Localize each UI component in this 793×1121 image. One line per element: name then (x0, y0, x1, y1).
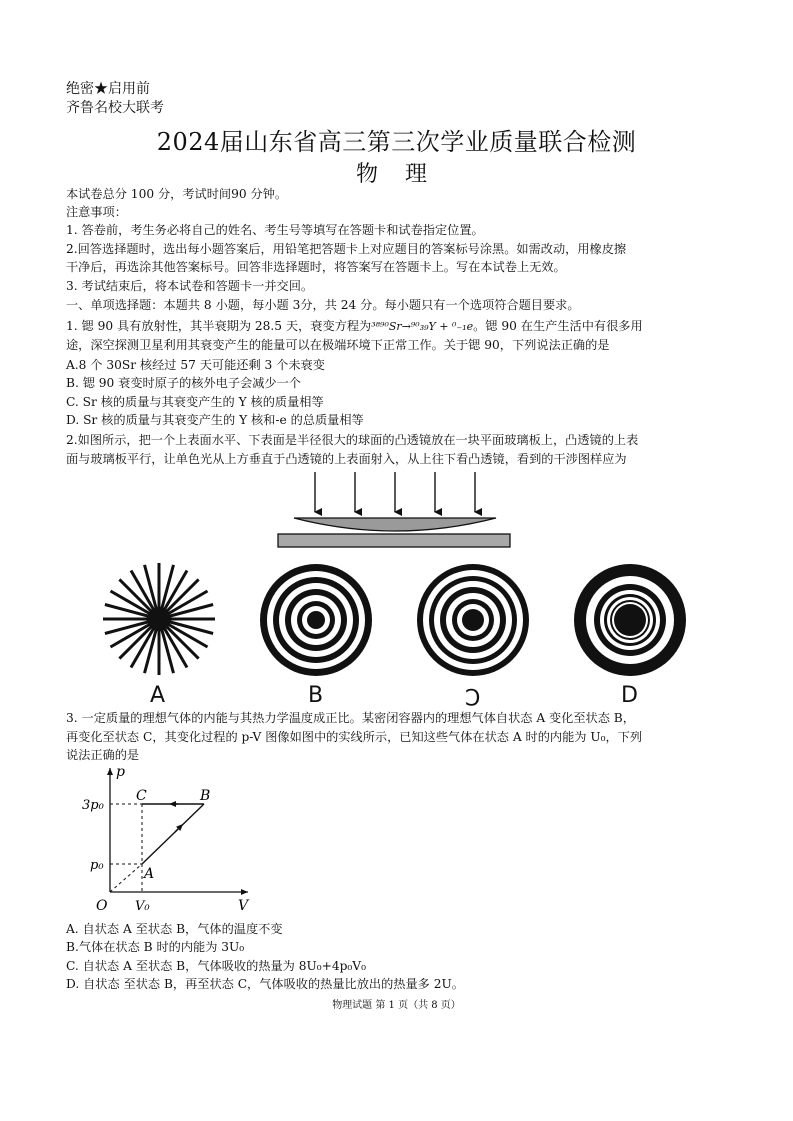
light-ray-arrows (315, 472, 475, 512)
pattern-a-starburst (103, 563, 215, 675)
subject-title: 物 理 (356, 162, 437, 187)
section-heading: 一、单项选择题：本题共 8 小题，每小题 3分，共 24 分。每小题只有一个选项符合题目要求。 (66, 298, 580, 312)
origin-label: O (96, 898, 108, 914)
pattern-label-d: D (621, 683, 638, 708)
pattern-b-rings (260, 564, 372, 676)
q1-stem-b: 。锶 90 在生产生活中有很多用 (473, 319, 643, 333)
pattern-c-rings (417, 564, 529, 676)
pattern-d-rings (574, 564, 686, 676)
q1-option-d: D. Sr 核的质量与其衰变产生的 Y 核和-e 的总质量相等 (66, 413, 364, 427)
pattern-label-b: B (308, 683, 324, 708)
note-item-2-cont: 干净后，再选涂其他答案标号。回答非选择题时，将答案写在答题卡上。写在本试卷上无效。 (66, 260, 566, 274)
lens-apparatus-figure (270, 468, 520, 553)
convex-lens (294, 518, 496, 531)
page-title: 2024届山东省高三第三次学业质量联合检测 (156, 128, 637, 156)
p-tick-3p0: 3p₀ (82, 798, 104, 813)
q1-stem-line1 (66, 317, 643, 336)
q1-option-c: C. Sr 核的质量与其衰变产生的 Y 核的质量相等 (66, 395, 324, 409)
glass-plate (278, 534, 510, 547)
pattern-label-c: C (465, 683, 481, 708)
exam-union: 齐鲁名校大联考 (66, 100, 164, 116)
q2-stem-line2: 面与玻璃板平行，让单色光从上方垂直于凸透镜的上表面射入，从上往下看凸透镜，看到的干涉图样应为 (66, 452, 627, 466)
notes-heading: 注意事项： (66, 205, 127, 219)
q3-option-c: C. 自状态 A 至状态 B，气体吸收的热量为 8U₀+4p₀V₀ (66, 959, 366, 973)
secret-mark: 绝密★启用前 (66, 81, 150, 97)
q3-stem-line3: 说法正确的是 (66, 748, 140, 762)
q3-option-b: B.气体在状态 B 时的内能为 3U₀ (66, 940, 245, 954)
point-c-label: C (136, 788, 147, 804)
q3-option-d: D. 自状态 至状态 B，再至状态 C，气体吸收的热量比放出的热量多 2U。 (66, 977, 464, 991)
score-line: 本试卷总分 100 分，考试时间90 分钟。 (66, 187, 288, 201)
q1-option-b: B. 锶 90 衰变时原子的核外电子会减少一个 (66, 376, 301, 390)
q3-stem-line2: 再变化至状态 C，其变化过程的 p-V 图像如图中的实线所示，已知这些气体在状态 A 时的内能为 U₀，下列 (66, 730, 643, 744)
q3-stem-line1: 3. 一定质量的理想气体的内能与其热力学温度成正比。某密闭容器内的理想气体自状态 A 变化至状态 B， (66, 711, 635, 725)
point-a-label: A (144, 866, 155, 882)
q1-equation: ³⁸⁹⁰Sr→⁹⁰₃₉Y + ⁰₋₁e (371, 320, 474, 333)
note-item-2: 2.回答选择题时，选出每小题答案后，用铅笔把答题卡上对应题目的答案标号涂黑。如需改动，用橡皮擦 (66, 242, 627, 256)
page-footer: 物理试题 第 1 页（共 8 页） (332, 1000, 461, 1011)
v-axis-label: V (238, 898, 249, 914)
point-b-label: B (200, 788, 211, 804)
q1-option-a: A.8 个 30Sr 核经过 57 天可能还剩 3 个未衰变 (66, 358, 325, 372)
pv-graph (80, 762, 260, 922)
v-tick-v0: V₀ (135, 899, 150, 914)
q1-stem-a: 1. 锶 90 具有放射性，其半衰期为 28.5 天，衰变方程为 (66, 319, 372, 333)
p-tick-p0: p₀ (90, 858, 104, 873)
note-item-3: 3. 考试结束后，将本试卷和答题卡一并交回。 (66, 279, 314, 293)
p-axis-label: p (116, 764, 125, 780)
interference-patterns (100, 558, 700, 708)
q3-option-a: A. 自状态 A 至状态 B，气体的温度不变 (66, 922, 283, 936)
q1-stem-line2: 途，深空探测卫星利用其衰变产生的能量可以在极端环境下正常工作。关于锶 90，下列说法正确的是 (66, 338, 610, 352)
q2-stem-line1: 2.如图所示，把一个上表面水平、下表面是半径很大的球面的凸透镜放在一块平面玻璃板上，凸透镜的上表 (66, 433, 639, 447)
process-a-to-b (142, 804, 204, 864)
note-item-1: 1. 答卷前，考生务必将自己的姓名、考生号等填写在答题卡和试卷指定位置。 (66, 223, 484, 237)
pattern-label-a: A (150, 683, 166, 708)
